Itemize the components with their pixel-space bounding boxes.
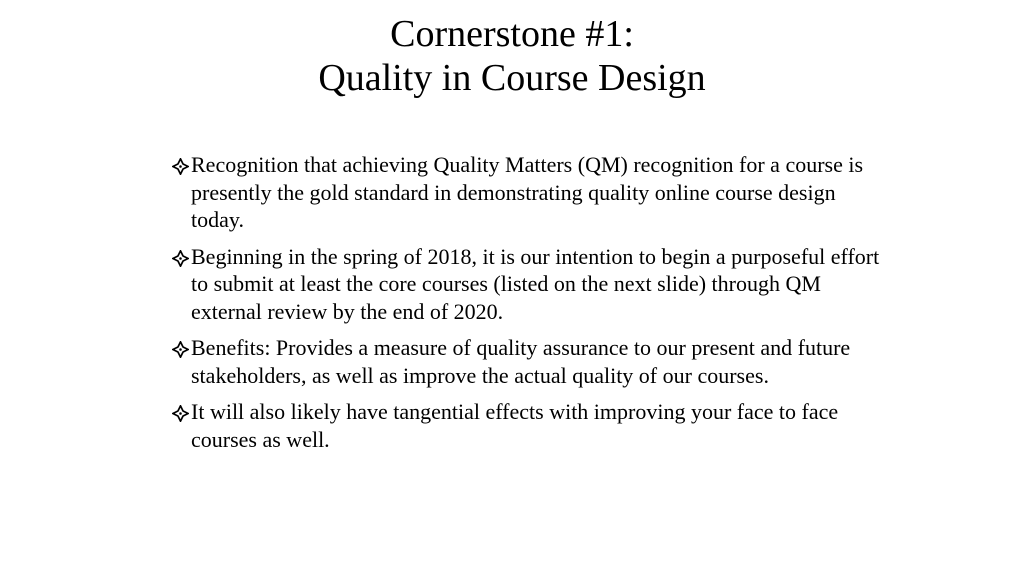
- bullet-item: [172, 398, 892, 453]
- diamond-bullet-icon: [172, 341, 189, 358]
- diamond-bullet-icon: [172, 250, 189, 267]
- title-line-1: Cornerstone #1:: [390, 13, 634, 55]
- title-line-2: Quality in Course Design: [318, 57, 706, 99]
- bullet-text: Benefits: Provides a measure of quality assurance to our present and future stakeholders, as well as improve the actual quality of our courses.: [191, 335, 851, 388]
- bullet-text: Recognition that achieving Quality Matters (QM) recognition for a course is presently the gold standard in demonstrating quality online course design today.: [191, 152, 864, 232]
- bullet-item: [172, 151, 892, 234]
- bullet-item: [172, 243, 892, 326]
- bullet-list: [172, 151, 892, 462]
- diamond-bullet-icon: [172, 158, 189, 175]
- bullet-item: [172, 334, 892, 389]
- bullet-text: Beginning in the spring of 2018, it is our intention to begin a purposeful effort to submit at least the core courses (listed on the next slide) through QM external review by the end of 2020.: [191, 243, 880, 324]
- slide-title: [0, 12, 1024, 100]
- diamond-bullet-icon: [172, 405, 189, 422]
- bullet-text: It will also likely have tangential effects with improving your face to face courses as well.: [191, 399, 839, 452]
